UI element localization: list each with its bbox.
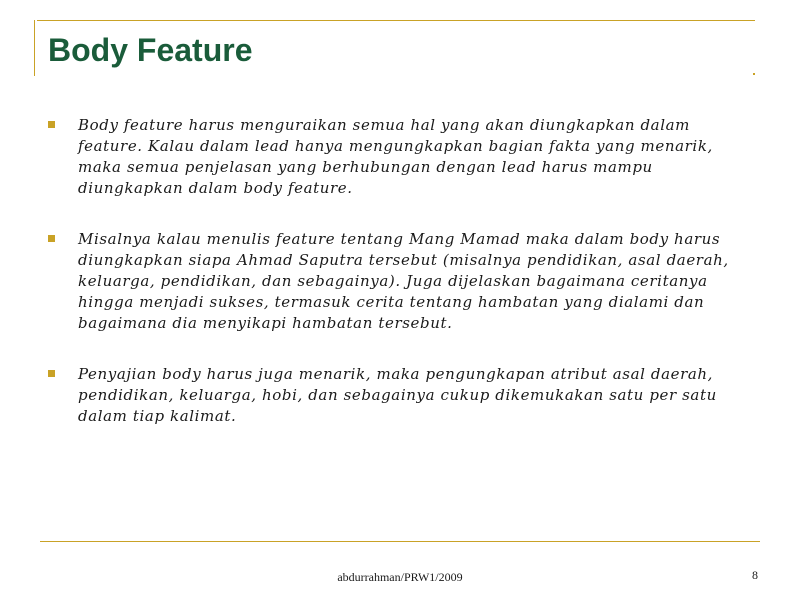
top-divider: [37, 20, 755, 21]
bullet-item: [48, 229, 760, 334]
bullet-list: [48, 115, 760, 427]
bottom-divider: [40, 541, 760, 542]
square-bullet-icon: [48, 370, 55, 377]
page-number: 8: [752, 568, 758, 582]
footer-text: abdurrahman/PRW1/2009: [337, 570, 463, 584]
bullet-text: Body feature harus menguraikan semua hal yang akan diungkapkan dalam feature. Kalau dalam lead hanya mengungkapkan bagian fakta yang menarik, maka semua penjelasan yang berhubungan dengan lead harus mampu diungkapkan dalam body feature.: [78, 116, 713, 197]
square-bullet-icon: [48, 235, 55, 242]
corner-dot: [753, 73, 755, 75]
left-divider: [34, 20, 35, 76]
slide-title: Body Feature: [48, 32, 253, 68]
square-bullet-icon: [48, 121, 55, 128]
bullet-item: [48, 364, 760, 427]
bullet-text: Misalnya kalau menulis feature tentang Mang Mamad maka dalam body harus diungkapkan siapa Ahmad Saputra tersebut (misalnya pendidikan, asal daerah, keluarga, pendidikan, dan sebagainya). Juga dijelaskan bagaimana ceritanya hingga menjadi sukses, termasuk cerita tentang hambatan yang dialami dan bagaimana dia menyikapi hambatan tersebut.: [78, 230, 729, 332]
bullet-item: [48, 115, 760, 199]
bullet-text: Penyajian body harus juga menarik, maka pengungkapan atribut asal daerah, pendidikan, keluarga, hobi, dan sebagainya cukup dikemukakan satu per satu dalam tiap kalimat.: [78, 365, 717, 425]
